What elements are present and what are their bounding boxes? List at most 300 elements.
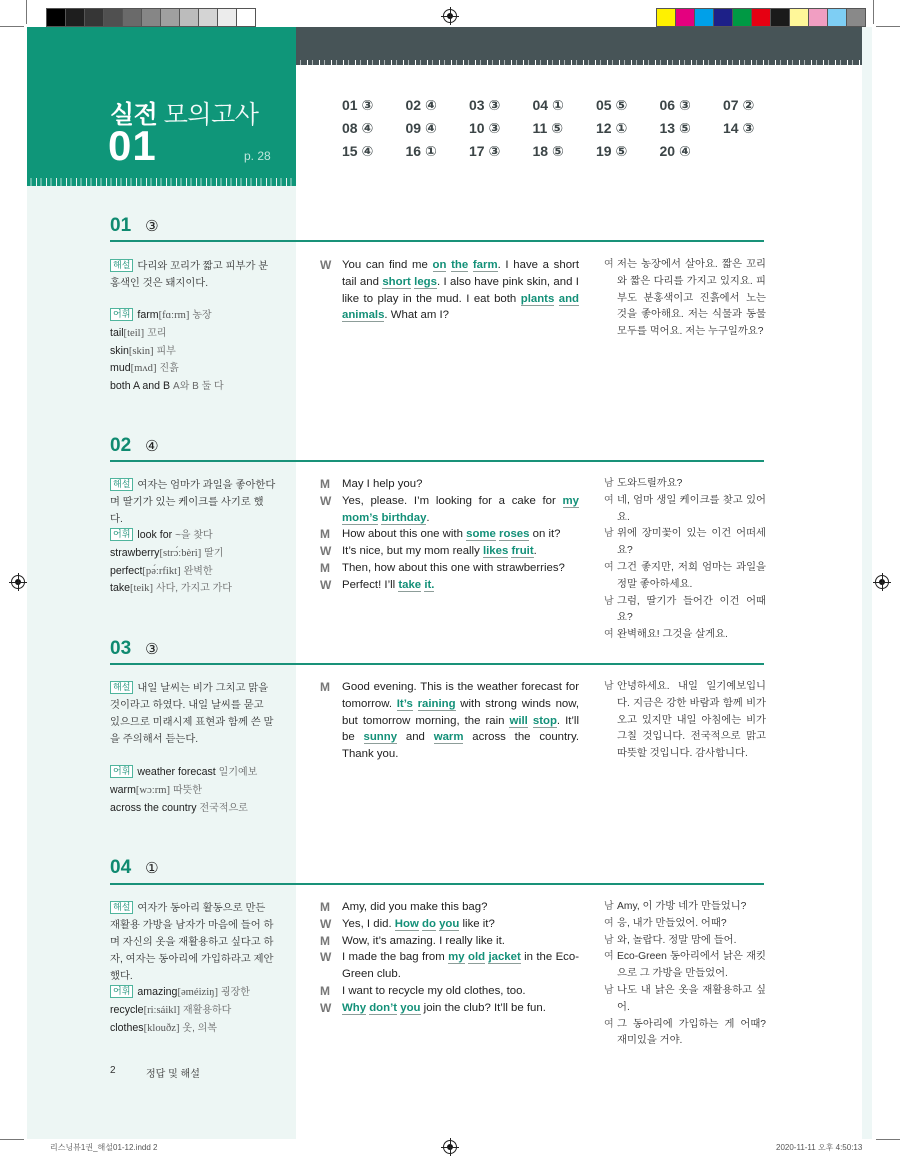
- color-swatch: [752, 9, 771, 26]
- vocab-item: [110, 545, 290, 563]
- title-block-edge: [27, 178, 296, 186]
- dialog-segment: like it?: [459, 917, 495, 930]
- color-swatch: [85, 9, 104, 26]
- crop-mark: [876, 26, 900, 27]
- vocab-word: look for: [137, 529, 173, 541]
- vocab-pronunciation: [strɔ́ːbèri]: [159, 547, 202, 559]
- dialog-segment: How about this one with: [342, 528, 467, 541]
- highlighted-phrase: you: [400, 1001, 421, 1014]
- highlighted-phrase: it.: [424, 578, 435, 591]
- speaker-label: W: [320, 950, 332, 965]
- vocab-meaning: 굉장한: [220, 987, 250, 998]
- vocab-meaning: 농장: [192, 310, 212, 321]
- question-header: [110, 435, 159, 457]
- section-divider: [110, 663, 764, 665]
- dialog-text: [342, 493, 579, 527]
- speaker-label: M: [320, 983, 330, 998]
- vocab-item: [110, 307, 290, 325]
- registration-mark-icon: [443, 9, 457, 23]
- vocab-word: warm: [110, 783, 136, 796]
- translation-text: 나도 내 낡은 옷을 재활용하고 싶어.: [617, 984, 766, 1013]
- question-number: 02: [110, 435, 132, 456]
- color-swatch: [714, 9, 733, 26]
- color-swatch: [66, 9, 85, 26]
- color-swatch: [847, 9, 865, 26]
- translation-text: 응, 내가 만들었어. 어때?: [617, 917, 727, 929]
- dialog-line: [320, 916, 579, 933]
- highlighted-phrase: on: [432, 259, 447, 271]
- color-swatch: [123, 9, 142, 26]
- vocab-meaning: 완벽한: [183, 565, 213, 577]
- vocab-meaning: 딸기: [204, 547, 224, 559]
- highlighted-phrase: my: [448, 951, 465, 964]
- vocab-item: [110, 580, 290, 598]
- translation-text: 안녕하세요. 내일 일기예보입니다. 지금은 강한 바람과 함께 비가 오고 있지만 내일 아침에는 비가 그칠 것입니다. 전국적으로 맑고 따뜻할 것입니다. 감사합니다.: [617, 681, 766, 760]
- highlighted-phrase: birthday: [381, 511, 427, 524]
- dialog-script: [320, 679, 579, 763]
- explanation-text: 여자가 동아리 활동으로 만든 재활용 가방을 남자가 마음에 들어 하며 자신의 옷을 재활용하고 싶다고 하자, 여자는 동아리에 가입하라고 제안했다.: [110, 903, 274, 982]
- page-reference: p. 28: [244, 149, 271, 163]
- translation-speaker: 남: [604, 595, 614, 607]
- korean-translation: [604, 257, 766, 341]
- highlighted-phrase: old: [467, 951, 486, 964]
- translation-speaker: 여: [604, 259, 614, 270]
- highlighted-phrase: don’t: [369, 1001, 398, 1014]
- highlighted-phrase: and: [558, 292, 579, 305]
- vocab-meaning: 사다, 가지고 가다: [155, 583, 232, 595]
- dialog-segment: Amy, did you make this bag?: [342, 901, 488, 913]
- dialog-line: [320, 526, 579, 543]
- dialog-line: [320, 679, 579, 763]
- answer-key-item: 10 ③: [469, 120, 501, 136]
- color-swatch: [161, 9, 180, 26]
- color-swatch: [47, 9, 66, 26]
- vocab-item: [110, 984, 290, 1002]
- highlighted-phrase: Why: [342, 1001, 367, 1014]
- vocab-word: across the country: [110, 801, 197, 814]
- speaker-label: M: [320, 680, 330, 694]
- header-dark-band-edge: [296, 60, 862, 65]
- question-answer: ③: [145, 641, 159, 658]
- translation-line: [604, 899, 766, 916]
- dialog-segment: .: [533, 545, 537, 558]
- highlighted-phrase: It’s: [396, 697, 413, 710]
- dialog-text: [342, 899, 579, 916]
- dialog-text: [342, 679, 579, 763]
- highlighted-phrase: you: [439, 917, 460, 930]
- dialog-segment: and: [397, 731, 434, 744]
- dialog-segment: . What am I?: [384, 309, 449, 322]
- translation-line: [604, 476, 766, 493]
- dialog-segment: . I have a short tail and: [342, 259, 579, 288]
- answer-key-item: 20 ④: [659, 143, 691, 159]
- vocab-meaning: ~을 찾다: [175, 530, 213, 541]
- vocab-word: weather forecast: [137, 766, 216, 778]
- answer-key-item: 11 ⑤: [532, 120, 564, 136]
- vocab-word: recycle: [110, 1003, 144, 1016]
- speaker-label: W: [320, 577, 332, 592]
- translation-text: Eco-Green 동아리에서 낡은 재킷으로 그 가방을 만들었어.: [617, 951, 766, 980]
- vocab-word: strawberry: [110, 546, 160, 559]
- vocab-item: [110, 360, 290, 378]
- translation-speaker: 여: [604, 629, 614, 641]
- vocabulary-list: [110, 764, 290, 817]
- question-number: 01: [110, 215, 132, 236]
- dialog-segment: . It’ll be: [342, 714, 579, 744]
- vocab-word: both A and B: [110, 380, 171, 393]
- dialog-segment: across the country. Thank you.: [342, 731, 579, 761]
- color-swatch: [142, 9, 161, 26]
- highlighted-phrase: my: [562, 494, 579, 507]
- dialog-segment: It’s nice, but my mom really: [342, 545, 483, 558]
- registration-mark-icon: [875, 575, 889, 589]
- dialog-line: [320, 899, 579, 916]
- korean-translation: [604, 899, 766, 1050]
- test-number: 01: [108, 122, 157, 169]
- print-timestamp: 2020-11-11 오후 4:50:13: [776, 1143, 863, 1152]
- answer-key-item: 01 ③: [342, 97, 374, 113]
- translation-speaker: 남: [604, 681, 614, 692]
- section-divider: [110, 460, 764, 462]
- vocab-pronunciation: [teil]: [123, 327, 145, 339]
- translation-text: Amy, 이 가방 네가 만들었니?: [617, 901, 747, 912]
- dialog-segment: Then, how about this one with strawberries?: [342, 561, 565, 574]
- translation-text: 그 동아리에 가입하는 게 어때? 재미있을 거야.: [617, 1018, 766, 1047]
- translation-speaker: 여: [604, 951, 614, 963]
- dialog-segment: on it?: [529, 528, 561, 541]
- vocab-word: clothes: [110, 1021, 144, 1034]
- crop-mark: [873, 0, 874, 24]
- translation-line: [604, 949, 766, 983]
- vocab-item: [110, 782, 290, 800]
- dialog-segment: in the Eco-Green club.: [342, 951, 579, 981]
- vocab-meaning: 재활용하다: [183, 1004, 232, 1016]
- vocabulary-list: [110, 307, 290, 396]
- answer-key-item: 13 ⑤: [659, 120, 691, 136]
- speaker-label: M: [320, 527, 330, 542]
- translation-speaker: 여: [604, 1018, 614, 1030]
- vocab-meaning: 피부: [156, 345, 176, 357]
- translation-speaker: 남: [604, 984, 614, 996]
- registration-mark-icon: [11, 575, 25, 589]
- vocab-word: mud: [110, 362, 131, 375]
- vocab-pronunciation: [pə́ːrfikt]: [142, 565, 181, 577]
- dialog-text: [342, 1000, 579, 1017]
- highlighted-phrase: jacket: [488, 951, 521, 964]
- dialog-line: [320, 493, 579, 527]
- highlighted-phrase: mom’s: [342, 511, 379, 524]
- dialog-segment: [413, 698, 418, 710]
- highlighted-phrase: will: [509, 714, 528, 727]
- explanation: [110, 258, 276, 292]
- translation-line: [604, 933, 766, 950]
- dialog-line: [320, 983, 579, 1000]
- highlighted-phrase: roses: [499, 528, 530, 541]
- answer-key-item: 08 ④: [342, 120, 374, 136]
- dialog-segment: .: [426, 511, 430, 524]
- crop-mark: [26, 0, 27, 24]
- translation-speaker: 여: [604, 494, 614, 506]
- speaker-label: M: [320, 900, 330, 914]
- vocab-meaning: 옷, 의복: [182, 1022, 217, 1034]
- translation-speaker: 남: [604, 901, 614, 912]
- vocab-meaning: 진흙: [159, 363, 179, 375]
- answer-key-item: 14 ③: [723, 120, 755, 136]
- dialog-segment: Yes, please. I’m looking for a cake for: [342, 494, 563, 507]
- translation-line: [604, 679, 766, 763]
- vocab-pronunciation: [əméiziŋ]: [177, 987, 218, 998]
- dialog-text: [342, 257, 579, 324]
- dialog-script: [320, 257, 579, 324]
- title-bold: 실전: [110, 101, 158, 129]
- vocab-item: [110, 527, 290, 545]
- answer-key-item: 15 ④: [342, 143, 374, 159]
- translation-text: 도와드릴까요?: [617, 478, 683, 489]
- dialog-segment: Wow, it’s amazing. I really like it.: [342, 934, 505, 947]
- highlighted-phrase: some: [466, 528, 496, 541]
- vocabulary-list: [110, 527, 290, 598]
- dialog-text: [342, 577, 579, 594]
- crop-mark: [0, 1139, 24, 1140]
- dialog-text: [342, 949, 579, 983]
- vocab-item: [110, 1020, 290, 1038]
- vocab-pronunciation: [fɑːrm]: [158, 310, 190, 321]
- dialog-segment: Good evening. This is the weather forecast for tomorrow.: [342, 681, 579, 710]
- answer-key-item: 16 ①: [405, 143, 437, 159]
- vocab-word: take: [110, 582, 131, 595]
- answer-key-item: 17 ③: [469, 143, 501, 159]
- translation-text: 저는 농장에서 살아요. 짧은 꼬리와 짧은 다리를 가지고 있지요. 피부도 분홍색이고 진흙에서 노는 것을 좋아해요. 저는 식물과 동물 모두를 먹어요. 저는 누구일까요?: [617, 259, 766, 338]
- explanation-tag: 해설: [110, 681, 133, 694]
- color-swatch: [218, 9, 237, 26]
- highlighted-phrase: short: [382, 275, 411, 288]
- vocab-meaning: 일기예보: [218, 767, 258, 778]
- translation-line: [604, 594, 766, 628]
- vocab-tag: 어휘: [110, 765, 133, 778]
- dialog-segment: with strong winds now, but tomorrow morning, the rain: [342, 697, 579, 727]
- dialog-text: [342, 526, 579, 543]
- vocab-meaning: 전국적으로: [199, 802, 248, 814]
- dialog-text: [342, 476, 579, 493]
- dialog-line: [320, 476, 579, 493]
- dialog-segment: I made the bag from: [342, 951, 449, 964]
- translation-line: [604, 1017, 766, 1051]
- color-swatch: [771, 9, 790, 26]
- question-number: 03: [110, 638, 132, 659]
- dialog-segment: . I also have pink skin, and I like to play in the mud. I eat both: [342, 275, 579, 305]
- highlighted-phrase: raining: [417, 697, 456, 710]
- translation-line: [604, 526, 766, 560]
- vocab-item: [110, 1002, 290, 1020]
- section-divider: [110, 883, 764, 885]
- dialog-segment: May I help you?: [342, 478, 423, 490]
- speaker-label: W: [320, 1000, 332, 1015]
- dialog-script: [320, 476, 579, 594]
- right-margin-background: [862, 27, 872, 1139]
- dialog-segment: I want to recycle my old clothes, too.: [342, 984, 526, 997]
- color-swatch: [790, 9, 809, 26]
- vocab-item: [110, 325, 290, 343]
- explanation-text: 내일 날씨는 비가 그치고 맑을 것이라고 하였다. 내일 날씨를 묻고 있으므로 미래시제 표현과 함께 쓴 말을 주의해서 듣는다.: [110, 683, 274, 745]
- answer-key-item: 09 ④: [405, 120, 437, 136]
- explanation-text: 여자는 엄마가 과일을 좋아한다며 딸기가 있는 케이크를 사기로 했다.: [110, 480, 276, 525]
- translation-line: [604, 627, 766, 644]
- translation-text: 와, 놀랍다. 정말 맘에 들어.: [617, 934, 737, 946]
- explanation-text: 다리와 꼬리가 짧고 피부가 분홍색인 것은 돼지이다.: [110, 261, 269, 289]
- highlighted-phrase: How: [394, 917, 419, 930]
- vocab-tag: 어휘: [110, 308, 133, 321]
- answer-key-grid: [342, 97, 787, 160]
- explanation-tag: 해설: [110, 478, 133, 491]
- dialog-line: [320, 577, 579, 594]
- color-swatch: [237, 9, 255, 26]
- process-color-bar: [656, 8, 866, 27]
- footer-section-title: 정답 및 해설: [146, 1069, 200, 1080]
- question-answer: ④: [145, 438, 159, 455]
- vocab-pronunciation: [teik]: [130, 583, 153, 595]
- title-light: 모의고사: [163, 101, 259, 129]
- translation-line: [604, 257, 766, 341]
- color-swatch: [695, 9, 714, 26]
- vocab-word: skin: [110, 344, 129, 357]
- vocab-meaning: 꼬리: [147, 327, 167, 339]
- color-swatch: [828, 9, 847, 26]
- speaker-label: W: [320, 258, 332, 272]
- translation-text: 네, 엄마 생일 케이크를 찾고 있어요.: [617, 494, 766, 523]
- translation-speaker: 여: [604, 561, 614, 573]
- translation-text: 완벽해요! 그것을 살게요.: [617, 629, 728, 641]
- dialog-segment: join the club? It’ll be fun.: [420, 1001, 546, 1014]
- section-divider: [110, 240, 764, 242]
- answer-key-item: 03 ③: [469, 97, 501, 113]
- vocab-tag: 어휘: [110, 985, 133, 998]
- dialog-text: [342, 560, 579, 577]
- vocab-pronunciation: [wɔːrm]: [135, 784, 171, 796]
- dialog-line: [320, 933, 579, 950]
- highlighted-phrase: plants: [520, 292, 555, 305]
- color-swatch: [199, 9, 218, 26]
- vocab-word: amazing: [137, 986, 178, 998]
- vocab-item: [110, 764, 290, 782]
- korean-translation: [604, 476, 766, 644]
- vocab-item: [110, 563, 290, 581]
- vocab-pronunciation: [klouðz]: [143, 1022, 180, 1034]
- color-swatch: [676, 9, 695, 26]
- crop-mark: [0, 26, 24, 27]
- dialog-line: [320, 1000, 579, 1017]
- question-answer: ③: [145, 218, 159, 235]
- dialog-text: [342, 543, 579, 560]
- speaker-label: W: [320, 916, 332, 931]
- vocab-pronunciation: [riːsáikl]: [143, 1004, 181, 1016]
- highlighted-phrase: take: [398, 578, 422, 591]
- color-swatch: [104, 9, 123, 26]
- highlighted-phrase: sunny: [363, 731, 398, 744]
- highlighted-phrase: likes: [482, 545, 509, 558]
- vocab-item: [110, 800, 290, 818]
- dialog-line: [320, 257, 579, 324]
- translation-speaker: 남: [604, 528, 614, 540]
- highlighted-phrase: do: [422, 917, 436, 930]
- translation-speaker: 남: [604, 934, 614, 946]
- korean-translation: [604, 679, 766, 763]
- speaker-label: M: [320, 933, 330, 948]
- answer-key-item: 12 ①: [596, 120, 628, 136]
- vocab-pronunciation: [mʌd]: [130, 363, 157, 375]
- question-header: [110, 857, 159, 879]
- vocab-meaning: 따뜻한: [172, 784, 202, 796]
- highlighted-phrase: fruit: [511, 545, 534, 558]
- translation-text: 그건 좋지만, 저희 엄마는 과일을 정말 좋아하세요.: [617, 561, 766, 590]
- grayscale-color-bar: [46, 8, 256, 27]
- speaker-label: M: [320, 560, 330, 575]
- dialog-line: [320, 543, 579, 560]
- question-answer: ①: [145, 860, 159, 877]
- color-swatch: [180, 9, 199, 26]
- file-slug: 리스닝뷰1권_해설01-12.indd 2: [50, 1143, 158, 1152]
- translation-text: 위에 장미꽃이 있는 이건 어떠세요?: [617, 528, 766, 557]
- translation-line: [604, 916, 766, 933]
- vocab-word: tail: [110, 326, 124, 339]
- registration-mark-icon: [443, 1140, 457, 1154]
- answer-key-item: 04 ①: [532, 97, 564, 113]
- question-header: [110, 215, 159, 237]
- explanation-tag: 해설: [110, 901, 133, 914]
- answer-key-item: 06 ③: [659, 97, 691, 113]
- highlighted-phrase: farm: [472, 259, 498, 271]
- header-dark-band: [296, 27, 862, 64]
- translation-speaker: 남: [604, 478, 614, 489]
- footer-page-number: 2: [110, 1065, 116, 1076]
- vocab-word: farm: [137, 309, 159, 321]
- answer-key-item: 05 ⑤: [596, 97, 628, 113]
- vocabulary-list: [110, 984, 290, 1037]
- translation-line: [604, 560, 766, 594]
- vocab-tag: 어휘: [110, 528, 133, 541]
- explanation: [110, 680, 276, 748]
- answer-key-item: 18 ⑤: [532, 143, 564, 159]
- answer-key-item: 19 ⑤: [596, 143, 628, 159]
- dialog-segment: You can find me: [342, 259, 433, 271]
- question-header: [110, 638, 159, 660]
- highlighted-phrase: stop: [532, 714, 557, 727]
- dialog-segment: Yes, I did.: [342, 917, 395, 930]
- dialog-script: [320, 899, 579, 1017]
- color-swatch: [733, 9, 752, 26]
- dialog-text: [342, 916, 579, 933]
- color-swatch: [809, 9, 828, 26]
- color-swatch: [657, 9, 676, 26]
- explanation: [110, 477, 276, 528]
- speaker-label: M: [320, 477, 330, 491]
- question-number: 04: [110, 857, 132, 878]
- translation-speaker: 여: [604, 917, 614, 929]
- explanation: [110, 900, 276, 985]
- vocab-word: perfect: [110, 564, 143, 577]
- crop-mark: [876, 1139, 900, 1140]
- highlighted-phrase: the: [451, 259, 469, 271]
- explanation-tag: 해설: [110, 259, 133, 272]
- translation-line: [604, 493, 766, 527]
- dialog-segment: Perfect! I’ll: [342, 578, 399, 591]
- vocab-item: [110, 378, 290, 396]
- vocab-pronunciation: [skin]: [128, 345, 154, 357]
- answer-key-item: 07 ②: [723, 97, 755, 113]
- dialog-text: [342, 983, 579, 1000]
- highlighted-phrase: animals: [342, 309, 385, 322]
- speaker-label: W: [320, 544, 332, 559]
- translation-text: 그럼, 딸기가 들어간 이건 어때요?: [617, 595, 766, 624]
